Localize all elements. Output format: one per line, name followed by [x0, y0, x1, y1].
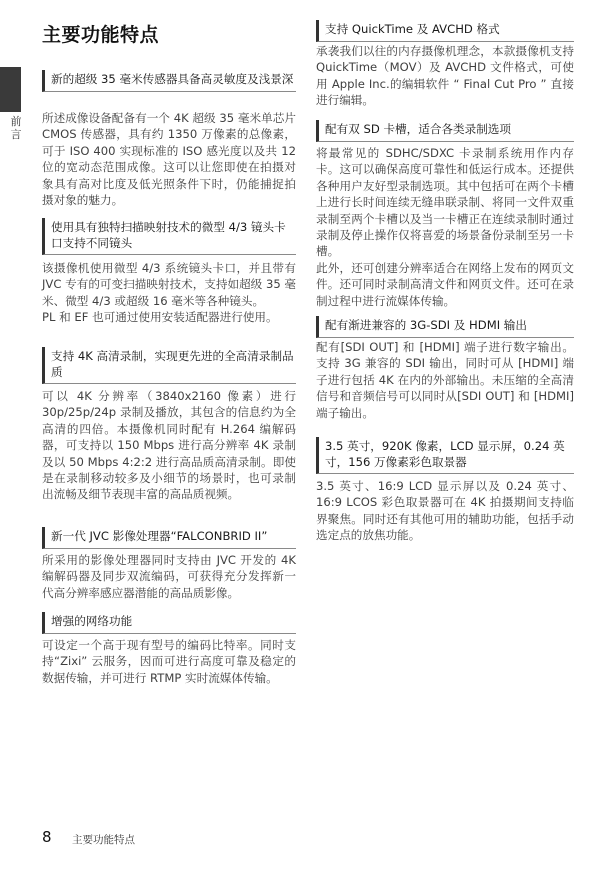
section-heading: 配有双 SD 卡槽，适合各类录制选项	[316, 120, 574, 142]
section-heading: 增强的网络功能	[42, 612, 296, 634]
section-body	[42, 637, 296, 686]
section-body	[316, 339, 574, 421]
chapter-side-label: 前言	[10, 115, 22, 141]
section-body	[42, 260, 296, 326]
section-heading: 使用具有独特扫描映射技术的微型 4/3 镜头卡口支持不同镜头	[42, 218, 296, 255]
paragraph: 可以 4K 分辨率（3840x2160 像素）进行 30p/25p/24p 录制及播放，其包含的信息约为全高清的四倍。本摄像机同时配有 H.264 编解码器，可支持以 150 Mbps 进行高分辨率 4K 录制及以 50 Mbps 4:2:2 进行高品质高清录制。即使是在录制移动较多及小细节的场景时，也可录制出流畅及细节表现丰富的高品质视频。	[42, 389, 296, 502]
paragraph: 将最常见的 SDHC/SDXC 卡录制系统用作内存卡。这可以确保高度可靠性和低运行成本。还提供各种用户友好型录制选项。其中包括可在两个卡槽上进行长时间连续无缝串联录制、将同一文件双重录制至两个卡槽以及当一卡槽正在连续录制时通过录制及停止操作仅将喜爱的场景备份录制至另一卡槽。	[316, 146, 574, 259]
paragraph: 可设定一个高于现有型号的编码比特率。同时支持“Zixi” 云服务，因而可进行高度可靠及稳定的数据传输，并可进行 RTMP 实时流媒体传输。	[42, 638, 296, 685]
section-heading: 新的超级 35 毫米传感器具备高灵敏度及浅景深	[42, 70, 296, 92]
paragraph: PL 和 EF 也可通过使用安装适配器进行使用。	[42, 310, 278, 325]
paragraph: 该摄像机使用微型 4/3 系统镜头卡口，并且带有 JVC 专有的可变扫描映射技术，支持如超级 35 毫米、微型 4/3 或超级 16 毫米等各种镜头。	[42, 261, 296, 308]
footer-section-name: 主要功能特点	[72, 834, 135, 846]
section-body	[42, 552, 296, 601]
paragraph: 3.5 英寸、16:9 LCD 显示屏以及 0.24 英寸、16:9 LCOS 彩色取景器可在 4K 拍摄期间支持临界聚焦。同时还有其他可用的辅助功能，包括手动选定点的放焦功能。	[316, 479, 574, 543]
page-number: 8	[42, 828, 52, 846]
section-body	[42, 388, 296, 503]
section-body	[316, 478, 574, 544]
paragraph: 此外，还可创建分辨率适合在网络上发布的网页文件。还可同时录制高清文件和网页文件。还可在录制过程中进行流媒体传输。	[316, 260, 574, 308]
paragraph: 配有[SDI OUT] 和 [HDMI] 端子进行数字输出。支持 3G 兼容的 SDI 输出，同时可从 [HDMI] 端子进行包括 4K 在内的外部输出。未压缩的全高清信号和音频信号可以同时从[SDI OUT] 和 [HDMI] 端子输出。	[316, 340, 574, 420]
paragraph: 所述成像设备配备有一个 4K 超级 35 毫米单芯片 CMOS 传感器，具有约 1350 万像素的总像素，可于 ISO 400 实现标准的 ISO 感光度以及共 12 位的宽动态范围成像。这可以让您即使在拍摄对象具有高对比度及低光照条件下时，仍能捕捉拍摄对象的魅力。	[42, 111, 296, 208]
paragraph: 所采用的影像处理器同时支持由 JVC 开发的 4K 编解码器及同步双流编码，可获得充分发挥新一代高分辨率感应器潜能的高品质影像。	[42, 553, 296, 600]
section-body	[316, 43, 574, 109]
section-heading: 新一代 JVC 影像处理器“FALCONBRID II”	[42, 527, 296, 549]
section-heading: 支持 4K 高清录制，实现更先进的全高清录制品质	[42, 347, 296, 384]
chapter-tab-marker	[0, 67, 21, 112]
section-body	[42, 110, 296, 208]
page-title: 主要功能特点	[42, 24, 160, 46]
section-body	[316, 145, 574, 309]
paragraph: 承袭我们以往的内存摄像机理念，本款摄像机支持 QuickTime（MOV）及 AVCHD 文件格式，可使用 Apple Inc.的编辑软件 “ Final Cut Pro ” 直接进行编辑。	[316, 44, 574, 108]
section-heading: 支持 QuickTime 及 AVCHD 格式	[316, 20, 574, 42]
section-heading: 3.5 英寸，920K 像素，LCD 显示屏，0.24 英寸，156 万像素彩色取景器	[316, 437, 574, 474]
section-heading: 配有渐进兼容的 3G-SDI 及 HDMI 输出	[316, 316, 574, 338]
